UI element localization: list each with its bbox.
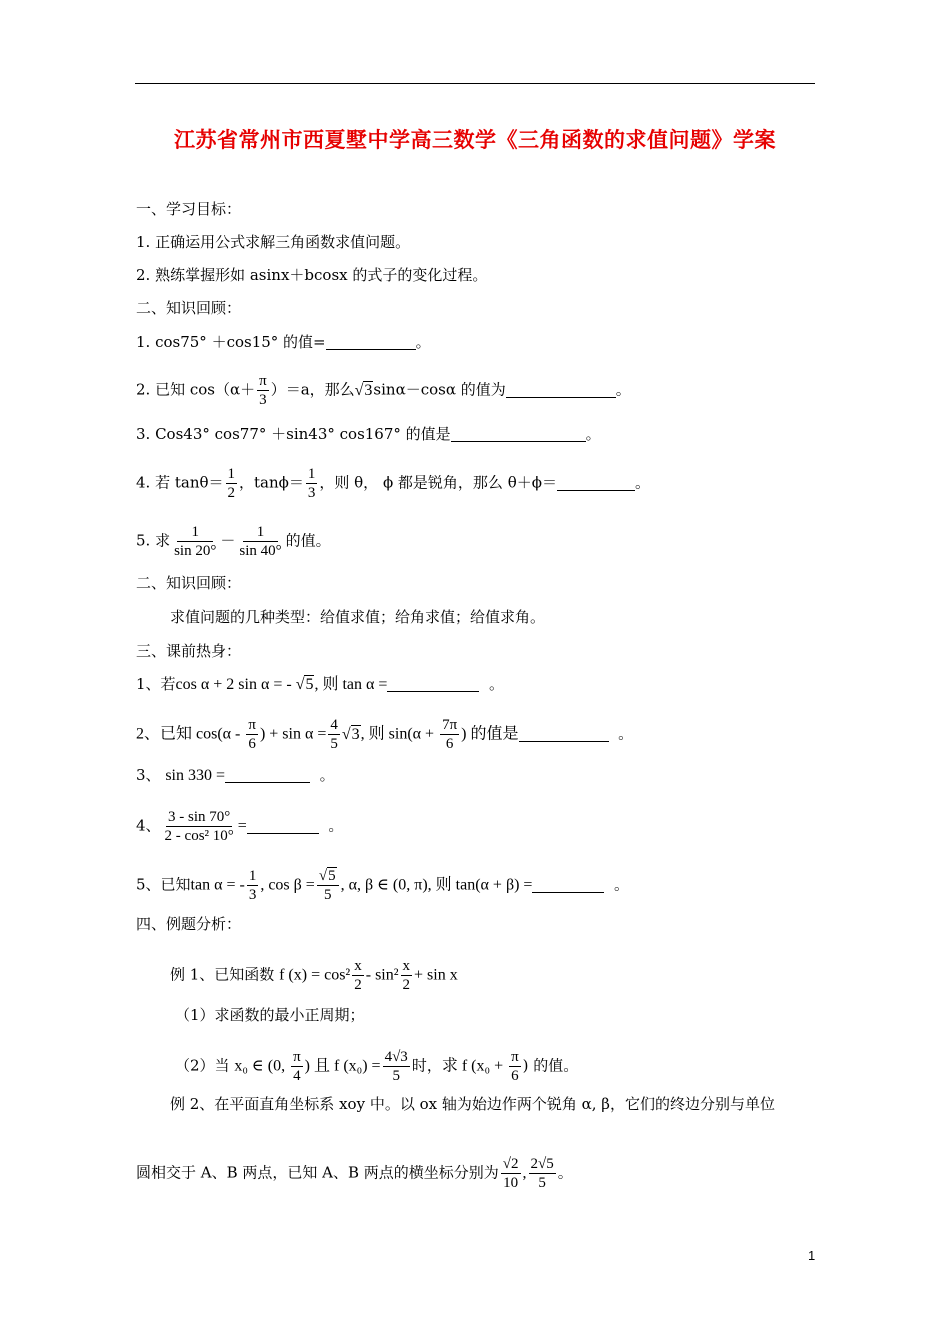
numerator: π — [293, 1049, 301, 1065]
w1-pre: 1、若 — [136, 675, 176, 693]
numerator: 4 — [330, 717, 338, 733]
q2-mid: ）＝a，那么 — [270, 380, 355, 399]
e1b-mid2: 时， — [411, 1056, 442, 1075]
fraction — [257, 372, 269, 409]
numerator: 1 — [227, 466, 236, 482]
numerator: π — [511, 1049, 519, 1065]
q2-end: 。 — [615, 380, 631, 399]
fraction — [440, 716, 459, 753]
review-question-3 — [136, 424, 601, 444]
w2-mid2: , 则 sin(α + — [360, 725, 439, 743]
warmup-2 — [136, 716, 633, 753]
answer-blank[interactable] — [451, 425, 586, 442]
section-2-heading: 二、知识回顾： — [136, 299, 242, 317]
w3-end: 。 — [319, 766, 335, 784]
denominator: 4 — [293, 1068, 301, 1084]
w5-post: , α, β ∈ (0, π), 则 tan(α + β) = — [340, 876, 533, 894]
sqrt-expression: √5 — [295, 676, 314, 693]
sqrt-expression: √3 — [341, 725, 360, 743]
answer-blank[interactable] — [225, 766, 310, 783]
answer-blank[interactable] — [326, 333, 416, 350]
denominator: 3 — [248, 887, 257, 903]
w2-end: 。 — [618, 724, 634, 743]
objective-1: 1. 正确运用公式求解三角函数求值问题。 — [136, 233, 411, 251]
denominator: 2 — [402, 977, 411, 993]
sqrt-expression: √5 — [318, 868, 336, 884]
answer-blank[interactable] — [557, 474, 635, 491]
denominator: sin 40° — [239, 543, 282, 559]
fraction — [383, 1048, 410, 1085]
equals-sign: = — [237, 817, 247, 835]
fraction — [501, 1155, 521, 1192]
fraction — [317, 867, 339, 904]
q1-end: 。 — [415, 333, 431, 351]
example-1-part-2 — [175, 1048, 578, 1085]
fraction — [246, 716, 258, 753]
w1-end: 。 — [488, 675, 504, 693]
warmup-5 — [136, 867, 629, 904]
w5-expr: tan α = - — [190, 876, 245, 894]
denominator: 6 — [445, 736, 454, 752]
w5-end: 。 — [614, 875, 630, 894]
denominator: 5 — [323, 887, 332, 903]
answer-blank[interactable] — [532, 876, 604, 893]
section-2b-heading: 二、知识回顾： — [136, 574, 242, 592]
e1-mid: - sin² — [365, 966, 399, 984]
q4-end: 。 — [634, 473, 650, 492]
e1b-post: 求 f (x₀ + — [441, 1057, 508, 1075]
numerator: 1 — [243, 523, 279, 542]
fraction — [226, 465, 238, 502]
w3-expr: sin 330 = — [165, 767, 226, 784]
warmup-1 — [136, 674, 504, 695]
q5-pre: 5. 求 — [136, 531, 171, 550]
w4-pre: 4、 — [136, 816, 161, 835]
review-question-2 — [136, 372, 631, 409]
denominator: 3 — [307, 485, 316, 501]
fraction — [237, 523, 283, 560]
numerator: π — [248, 717, 256, 733]
value-types-text: 求值问题的几种类型：给值求值；给角求值；给值求角。 — [170, 608, 546, 626]
denominator: 2 — [354, 977, 362, 993]
sqrt-expression: √3 — [354, 381, 373, 399]
e2b-end: 。 — [557, 1163, 573, 1182]
q3-text: 3. Cos43° cos77° ＋sin43° cos167° 的值是 — [136, 425, 451, 443]
fraction — [306, 465, 318, 502]
header-rule — [135, 83, 815, 84]
fraction — [509, 1048, 521, 1085]
denominator: 3 — [259, 392, 267, 408]
q3-end: 。 — [585, 425, 601, 443]
w1-expr: cos α + 2 sin α = - — [175, 676, 296, 693]
e1b-mid: ) 且 f (x₀) = — [304, 1057, 381, 1075]
q2-post: sinα－cosα 的值为 — [373, 380, 506, 399]
numerator: 3 - sin 70° — [168, 809, 231, 825]
answer-blank[interactable] — [387, 675, 479, 692]
denominator: 10 — [503, 1175, 519, 1191]
w3-pre: 3、 — [136, 766, 161, 784]
fraction — [172, 523, 218, 560]
numerator: 7π — [442, 717, 458, 733]
w2-mid: ) + sin α = — [259, 725, 327, 743]
w2-post: ) 的值是 — [461, 725, 519, 743]
w2-pre: 2、已知 cos(α - — [136, 725, 245, 743]
answer-blank[interactable] — [506, 381, 616, 398]
review-question-1 — [136, 332, 431, 352]
e1-expr: f (x) = cos² — [279, 966, 351, 984]
q4-mid: ，tanϕ＝ — [239, 473, 304, 492]
numerator: x — [402, 958, 411, 974]
warmup-4 — [136, 808, 343, 845]
numerator: 1 — [307, 466, 316, 482]
numerator: π — [259, 373, 267, 389]
numerator: x — [354, 958, 362, 974]
numerator: 1 — [248, 868, 257, 884]
e1b-pre: （2）当 — [175, 1056, 230, 1075]
denominator: 2 — [227, 485, 236, 501]
q1-text: 1. cos75° ＋cos15° 的值= — [136, 333, 326, 351]
numerator: 2√5 — [530, 1156, 554, 1172]
example-2-line-1: 例 2、在平面直角坐标系 xoy 中。以 ox 轴为始边作两个锐角 α, β，它们的终边分别与单位 — [170, 1095, 775, 1113]
radicand: 3 — [351, 725, 360, 743]
radicand: 5 — [328, 868, 336, 884]
numerator: 1 — [177, 523, 213, 542]
answer-blank[interactable] — [247, 817, 319, 834]
numerator: 4√3 — [384, 1049, 408, 1065]
fraction — [291, 1048, 303, 1085]
review-question-5 — [136, 523, 331, 560]
denominator: 2 - cos² 10° — [164, 828, 234, 844]
w1-post: , 则 tan α = — [314, 676, 388, 693]
e1b-end: ) 的值。 — [522, 1056, 579, 1075]
denominator: sin 20° — [174, 543, 217, 559]
w5-mid: , cos β = — [260, 876, 315, 894]
denominator: 5 — [392, 1068, 400, 1084]
denominator: 5 — [538, 1175, 546, 1191]
answer-blank[interactable] — [519, 725, 609, 742]
fraction — [163, 808, 236, 845]
q5-post: 的值。 — [285, 531, 331, 550]
objective-2: 2. 熟练掌握形如 asinx＋bcosx 的式子的变化过程。 — [136, 266, 488, 284]
example-2-line-2 — [136, 1155, 573, 1192]
example-1-part-1: （1）求函数的最小正周期； — [175, 1006, 365, 1024]
fraction — [401, 957, 413, 994]
w5-pre: 5、已知 — [136, 875, 191, 894]
denominator: 6 — [248, 736, 256, 752]
fraction — [247, 867, 259, 904]
q2-pre: 2. 已知 cos（α＋ — [136, 380, 256, 399]
fraction — [328, 716, 340, 753]
warmup-3 — [136, 765, 335, 786]
section-3-heading: 三、课前热身： — [136, 642, 242, 660]
e1b-expr: x₀ ∈ (0, — [234, 1057, 290, 1075]
e2b-pre: 圆相交于 A、B 两点，已知 A、B 两点的横坐标分别为 — [136, 1163, 499, 1182]
q4-post: ，则 θ， ϕ 都是锐角，那么 θ＋ϕ＝ — [319, 473, 557, 492]
radicand: 5 — [305, 676, 314, 693]
section-1-heading: 一、学习目标： — [136, 200, 242, 218]
w4-end: 。 — [328, 816, 344, 835]
fraction — [352, 957, 364, 994]
fraction — [529, 1155, 556, 1192]
denominator: 6 — [511, 1068, 519, 1084]
denominator: 5 — [330, 736, 338, 752]
minus-sign: － — [220, 531, 236, 550]
page-title: 江苏省常州市西夏墅中学高三数学《三角函数的求值问题》学案 — [174, 128, 776, 152]
e1-post: + sin x — [414, 966, 458, 984]
example-1 — [170, 957, 458, 994]
e1-pre: 例 1、已知函数 — [170, 965, 275, 984]
radicand: 3 — [364, 381, 373, 399]
q4-pre: 4. 若 tanθ＝ — [136, 473, 224, 492]
numerator: √2 — [502, 1156, 519, 1172]
section-4-heading: 四、例题分析： — [136, 915, 242, 933]
page-number: 1 — [808, 1248, 816, 1263]
separator: , — [522, 1164, 527, 1182]
review-question-4 — [136, 465, 650, 502]
